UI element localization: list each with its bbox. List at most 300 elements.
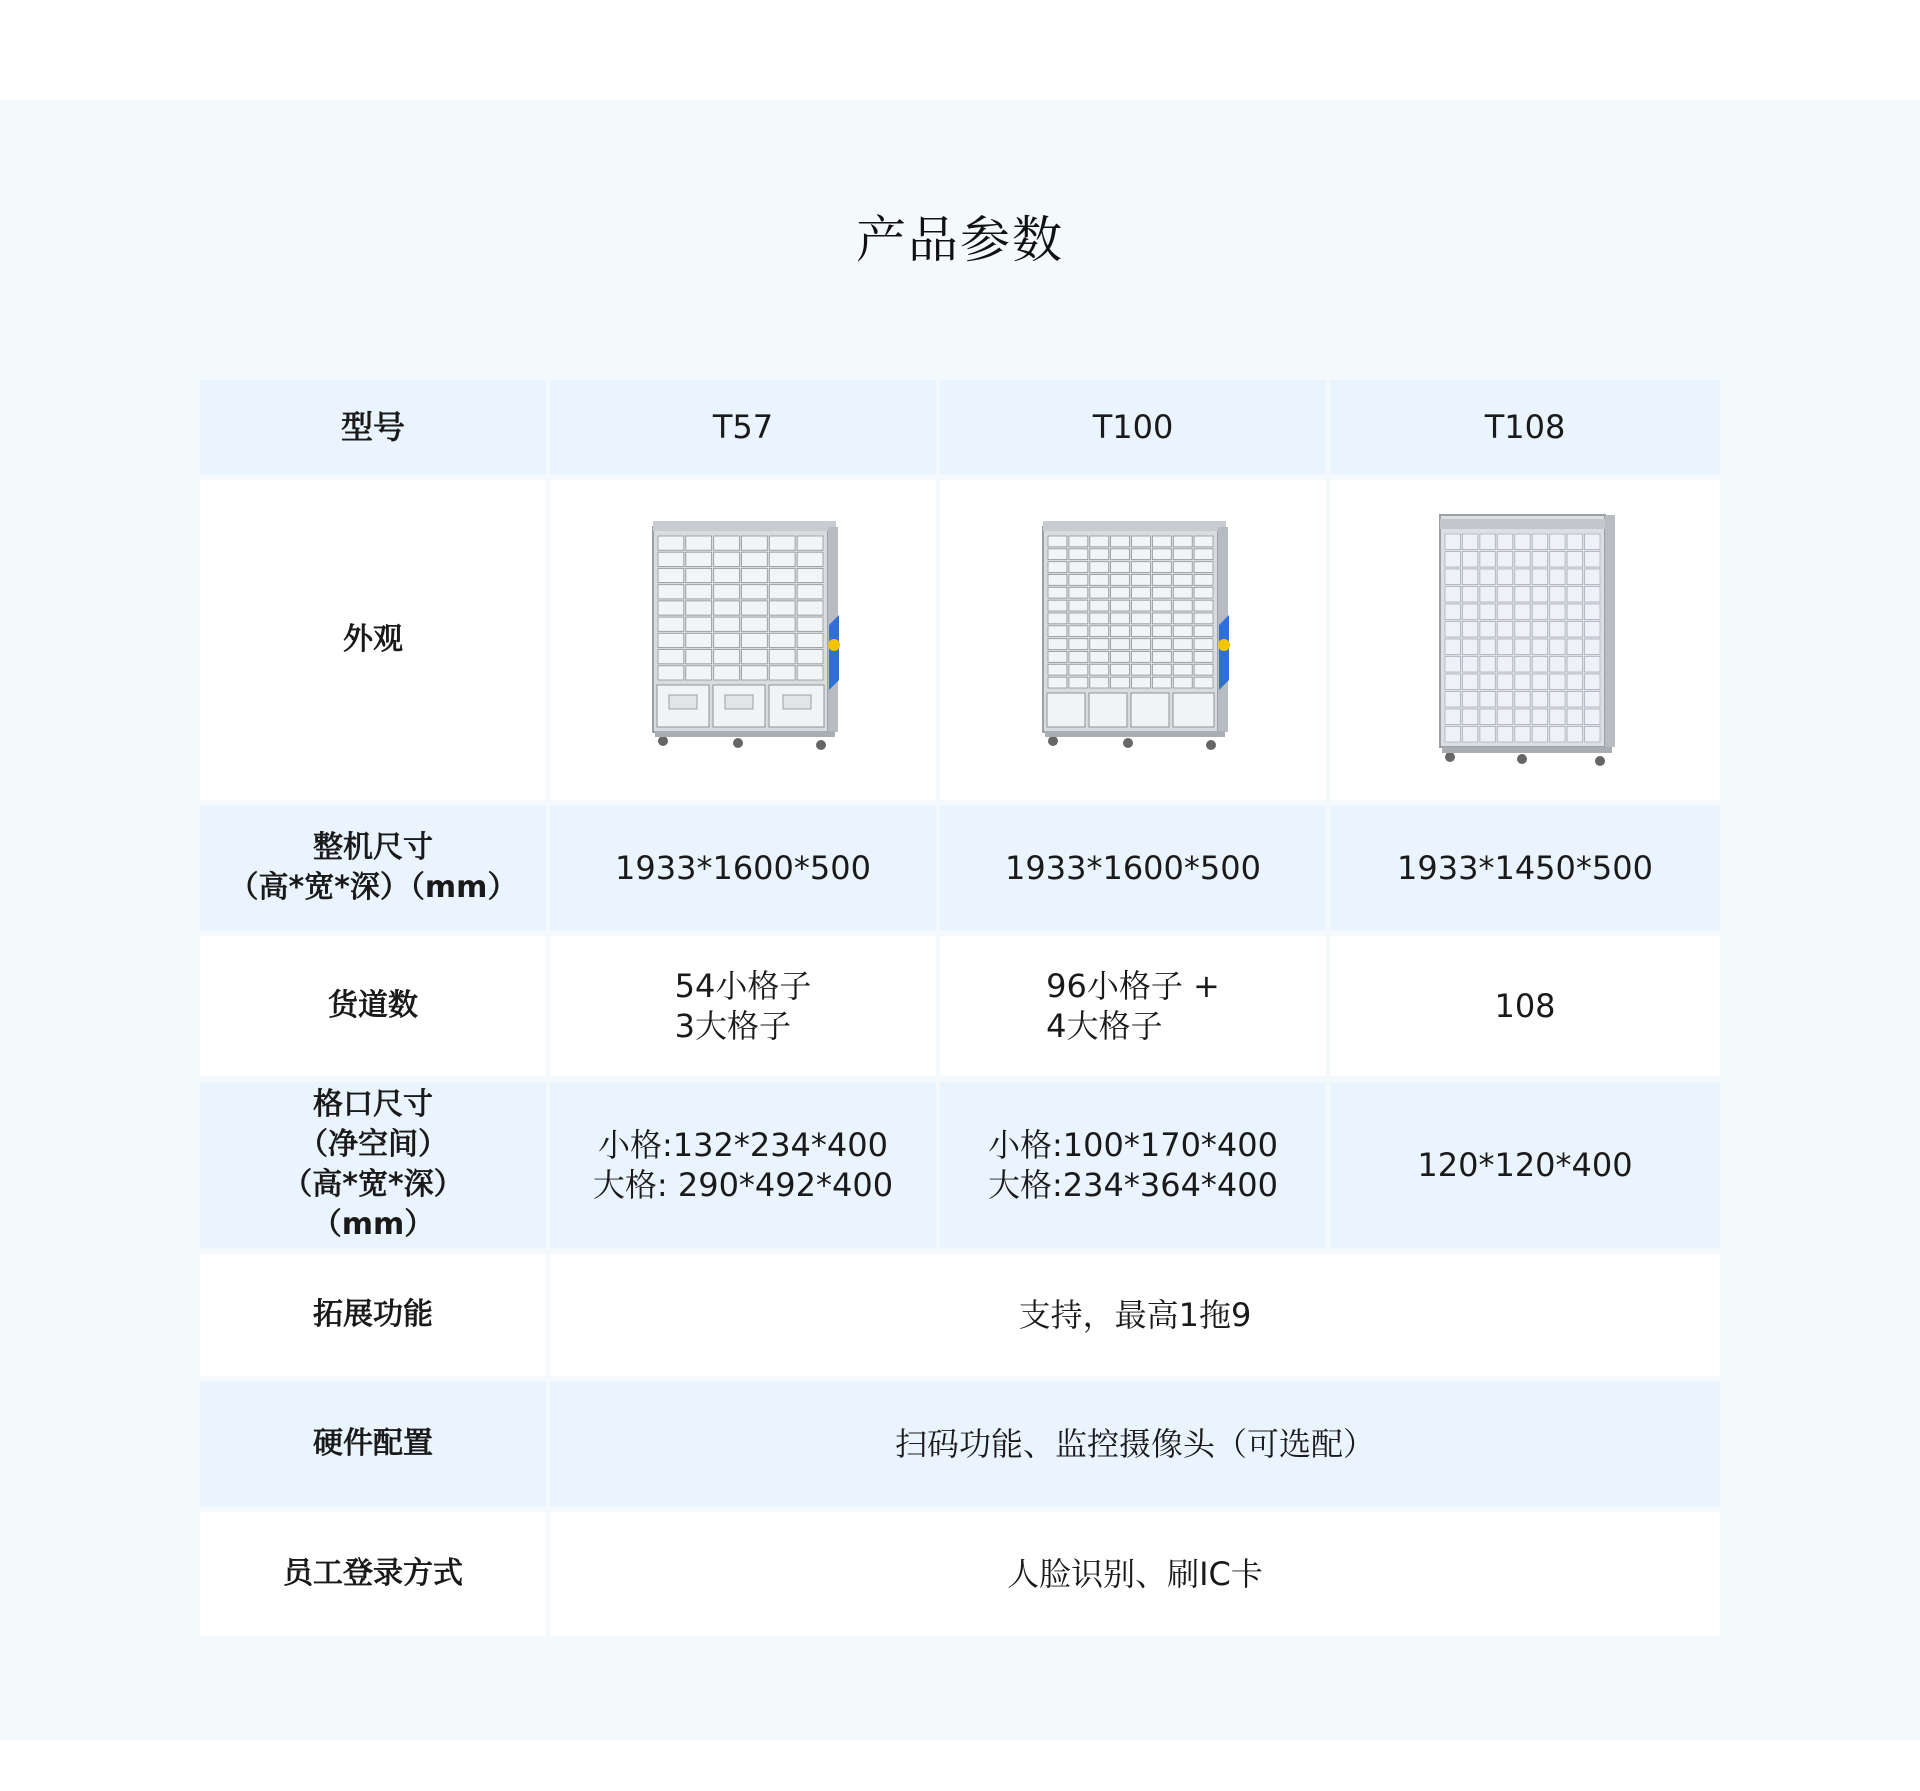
cabinet-drawer — [1567, 674, 1582, 690]
cabinet-drawer — [1194, 562, 1213, 573]
cabinet-drawer — [1173, 600, 1192, 611]
cabinet-drawer — [1550, 587, 1565, 603]
cabinet-drawer — [1550, 727, 1565, 743]
cabinet-drawer — [1152, 613, 1171, 624]
cabinet-drawer — [1462, 552, 1477, 568]
cabinet-drawer — [1532, 639, 1547, 655]
cabinet-drawer — [1462, 727, 1477, 743]
cabinet-drawer — [1445, 709, 1460, 725]
cabinet-drawer — [769, 552, 795, 566]
cabinet-drawer — [769, 633, 795, 647]
table-row-channels — [200, 936, 1720, 1076]
cell-size-label-line2: （净空间） — [297, 1127, 448, 1162]
row-label-dimensions — [200, 806, 546, 930]
cabinet-drawer — [1152, 549, 1171, 560]
row-label-cell-size — [200, 1082, 546, 1248]
cabinet-drawer — [1585, 604, 1600, 620]
cabinet-drawer — [1532, 569, 1547, 585]
cabinet-drawer — [1480, 692, 1495, 708]
cabinet-drawer — [797, 536, 823, 550]
table-header-row — [200, 380, 1720, 474]
product-image-t108 — [1330, 480, 1720, 800]
cabinet-drawer — [1090, 575, 1109, 586]
cabinet-drawer — [1194, 536, 1213, 547]
cabinet-drawer — [686, 568, 712, 582]
product-image-t57 — [550, 480, 936, 800]
cabinet-drawer — [1048, 677, 1067, 688]
dimensions-t57: 1933*1600*500 — [550, 806, 936, 930]
channels-t100 — [940, 936, 1326, 1076]
channels-t108: 108 — [1330, 936, 1720, 1076]
cabinet-drawer — [714, 633, 740, 647]
cabinet-drawer — [1550, 674, 1565, 690]
cabinet-drawer — [1480, 709, 1495, 725]
cabinet-drawer — [1532, 674, 1547, 690]
cabinet-drawer — [1132, 677, 1151, 688]
table-row-cell-size — [200, 1082, 1720, 1248]
cabinet-drawer — [686, 601, 712, 615]
cabinet-drawer — [1069, 626, 1088, 637]
cabinet-drawer — [1515, 552, 1530, 568]
cabinet-drawer — [1048, 664, 1067, 675]
cabinet-drawer — [1090, 600, 1109, 611]
dimensions-label-line2: （高*宽*深）（mm） — [228, 870, 518, 905]
cabinet-drawer — [1111, 549, 1130, 560]
cabinet-drawer — [686, 552, 712, 566]
row-label-hardware: 硬件配置 — [200, 1382, 546, 1506]
spec-table — [200, 380, 1720, 1642]
cabinet-drawer — [686, 633, 712, 647]
cabinet-drawer — [797, 650, 823, 664]
row-label-appearance: 外观 — [200, 480, 546, 800]
cabinet-drawer — [742, 568, 768, 582]
cabinet-drawer — [1480, 587, 1495, 603]
cabinet-drawer — [1132, 536, 1151, 547]
cabinet-drawer — [1132, 575, 1151, 586]
cabinet-drawer — [1111, 639, 1130, 650]
cabinet-drawer — [1069, 562, 1088, 573]
cell-size-t100-line2: 大格:234*364*400 — [987, 1166, 1279, 1204]
cabinet-drawer — [1152, 664, 1171, 675]
cabinet-drawer — [1550, 692, 1565, 708]
cell-size-t108: 120*120*400 — [1330, 1082, 1720, 1248]
cabinet-drawer — [1567, 692, 1582, 708]
cabinet-drawer — [1462, 657, 1477, 673]
cabinet-drawer — [686, 585, 712, 599]
cabinet-drawer — [1462, 587, 1477, 603]
hardware-value: 扫码功能、监控摄像头（可选配） — [550, 1382, 1720, 1506]
cabinet-drawer — [1111, 600, 1130, 611]
cabinet-drawer — [769, 568, 795, 582]
cabinet-drawer — [1090, 549, 1109, 560]
cabinet-drawer — [1069, 652, 1088, 663]
cabinet-drawer — [1194, 600, 1213, 611]
dimensions-t108: 1933*1450*500 — [1330, 806, 1720, 930]
cabinet-drawer — [1567, 552, 1582, 568]
cabinet-drawer — [1480, 552, 1495, 568]
cabinet-drawer — [1132, 600, 1151, 611]
cabinet-drawer — [1194, 613, 1213, 624]
cabinet-drawer — [742, 617, 768, 631]
cabinet-drawer — [1497, 552, 1512, 568]
cabinet-drawer — [1048, 652, 1067, 663]
cabinet-drawer — [1132, 639, 1151, 650]
cabinet-drawer — [1497, 534, 1512, 550]
row-label-expansion: 拓展功能 — [200, 1254, 546, 1376]
cabinet-drawer — [742, 536, 768, 550]
cabinet-drawer — [1048, 587, 1067, 598]
product-image-t100 — [940, 480, 1326, 800]
cabinet-drawer — [1090, 664, 1109, 675]
cabinet-drawer — [1497, 727, 1512, 743]
cabinet-drawer — [1585, 692, 1600, 708]
cabinet-drawer — [1480, 622, 1495, 638]
cabinet-drawer — [658, 617, 684, 631]
cabinet-drawer — [1462, 534, 1477, 550]
cabinet-t100-image — [1033, 515, 1233, 765]
cabinet-drawer — [1152, 587, 1171, 598]
cabinet-drawer — [1445, 727, 1460, 743]
cabinet-drawer — [1090, 677, 1109, 688]
cabinet-drawer — [714, 552, 740, 566]
cabinet-drawer — [1111, 613, 1130, 624]
page-title: 产品参数 — [856, 211, 1064, 269]
cell-size-label-line1: 格口尺寸 — [312, 1087, 433, 1122]
cabinet-t57-image — [643, 515, 843, 765]
cabinet-drawer — [1090, 652, 1109, 663]
cabinet-drawer — [769, 601, 795, 615]
expansion-value: 支持，最高1拖9 — [550, 1254, 1720, 1376]
cabinet-drawer — [658, 601, 684, 615]
cabinet-drawer — [1111, 536, 1130, 547]
cabinet-drawer — [1497, 569, 1512, 585]
cabinet-drawer — [1445, 622, 1460, 638]
cabinet-drawer — [1132, 664, 1151, 675]
cabinet-drawer — [1173, 677, 1192, 688]
cabinet-drawer — [1445, 534, 1460, 550]
cabinet-drawer — [769, 666, 795, 680]
cabinet-drawer — [1550, 534, 1565, 550]
cabinet-drawer — [686, 617, 712, 631]
cabinet-drawer — [1462, 639, 1477, 655]
cabinet-drawer — [1069, 536, 1088, 547]
cabinet-drawer — [797, 568, 823, 582]
cabinet-drawer — [797, 666, 823, 680]
cabinet-drawer — [1585, 552, 1600, 568]
cabinet-drawer — [1132, 626, 1151, 637]
channels-t100-line2: 4大格子 — [1046, 1007, 1163, 1045]
cabinet-drawer — [1445, 552, 1460, 568]
cabinet-drawer — [742, 585, 768, 599]
cabinet-drawer — [1173, 626, 1192, 637]
dimensions-label-line1: 整机尺寸 — [313, 830, 433, 865]
cabinet-drawer — [1152, 626, 1171, 637]
cabinet-drawer — [1480, 657, 1495, 673]
cabinet-drawer — [658, 666, 684, 680]
cabinet-drawer — [1445, 639, 1460, 655]
header-model-t57: T57 — [550, 380, 936, 474]
cabinet-drawer — [686, 666, 712, 680]
cabinet-drawer — [1445, 692, 1460, 708]
cabinet-drawer — [1132, 587, 1151, 598]
cabinet-drawer — [1194, 549, 1213, 560]
cabinet-drawer — [1069, 677, 1088, 688]
cabinet-drawer — [1480, 569, 1495, 585]
cabinet-drawer — [1515, 534, 1530, 550]
table-row-login — [200, 1512, 1720, 1636]
cabinet-drawer — [1069, 600, 1088, 611]
cabinet-drawer — [797, 601, 823, 615]
cabinet-drawer — [1480, 674, 1495, 690]
cabinet-drawer — [1532, 709, 1547, 725]
row-label-channels: 货道数 — [200, 936, 546, 1076]
cabinet-drawer — [769, 585, 795, 599]
cabinet-drawer — [797, 633, 823, 647]
cabinet-drawer — [1152, 639, 1171, 650]
cabinet-drawer — [1515, 727, 1530, 743]
cabinet-drawer — [1585, 569, 1600, 585]
cabinet-drawer — [1173, 587, 1192, 598]
cabinet-drawer — [1550, 639, 1565, 655]
cabinet-drawer — [1090, 639, 1109, 650]
cabinet-drawer — [1532, 587, 1547, 603]
cabinet-drawer — [1532, 552, 1547, 568]
cabinet-drawer — [1069, 549, 1088, 560]
cabinet-drawer — [714, 650, 740, 664]
cabinet-drawer — [1194, 587, 1213, 598]
cabinet-drawer — [658, 585, 684, 599]
cabinet-drawer — [1132, 613, 1151, 624]
cabinet-drawer — [1152, 677, 1171, 688]
cabinet-drawer — [686, 536, 712, 550]
cell-size-label-line4: （mm） — [311, 1207, 435, 1242]
cabinet-drawer — [1090, 587, 1109, 598]
cabinet-drawer — [1152, 575, 1171, 586]
cabinet-drawer — [1532, 727, 1547, 743]
cabinet-drawer — [1567, 639, 1582, 655]
cabinet-drawer — [1111, 677, 1130, 688]
cabinet-drawer — [1111, 652, 1130, 663]
cabinet-drawer — [1585, 674, 1600, 690]
cell-size-t57-line1: 小格:132*234*400 — [597, 1126, 888, 1164]
header-model-t100: T100 — [940, 380, 1326, 474]
cabinet-drawer — [1515, 587, 1530, 603]
cabinet-drawer — [1480, 727, 1495, 743]
cabinet-drawer — [1550, 709, 1565, 725]
cabinet-drawer — [1550, 622, 1565, 638]
cabinet-drawer — [1497, 587, 1512, 603]
cabinet-drawer — [1069, 587, 1088, 598]
cabinet-drawer — [1445, 587, 1460, 603]
cabinet-drawer — [1152, 652, 1171, 663]
cabinet-drawer — [1585, 727, 1600, 743]
cabinet-drawer — [1069, 639, 1088, 650]
cabinet-drawer — [1048, 562, 1067, 573]
cabinet-drawer — [1173, 562, 1192, 573]
table-row-dimensions — [200, 806, 1720, 930]
cabinet-drawer — [1515, 604, 1530, 620]
cabinet-drawer — [1194, 664, 1213, 675]
cabinet-drawer — [1585, 534, 1600, 550]
cabinet-drawer — [769, 536, 795, 550]
cabinet-drawer — [1550, 569, 1565, 585]
cabinet-drawer — [1550, 604, 1565, 620]
cabinet-drawer — [1048, 613, 1067, 624]
cabinet-drawer — [742, 633, 768, 647]
cabinet-drawer — [714, 666, 740, 680]
cabinet-drawer — [686, 650, 712, 664]
cabinet-drawer — [1048, 600, 1067, 611]
cabinet-drawer — [1567, 709, 1582, 725]
cabinet-drawer — [1111, 626, 1130, 637]
cabinet-drawer — [1048, 536, 1067, 547]
header-label: 型号 — [200, 380, 546, 474]
cabinet-drawer — [1173, 613, 1192, 624]
cabinet-drawer — [1497, 657, 1512, 673]
cabinet-drawer — [714, 617, 740, 631]
cabinet-drawer — [1515, 674, 1530, 690]
cell-size-label-line3: （高*宽*深） — [282, 1167, 464, 1202]
cabinet-drawer — [1480, 639, 1495, 655]
cabinet-drawer — [714, 585, 740, 599]
cabinet-drawer — [1497, 692, 1512, 708]
cabinet-drawer — [1532, 657, 1547, 673]
cabinet-drawer — [1515, 569, 1530, 585]
cabinet-drawer — [1567, 534, 1582, 550]
cabinet-drawer — [1462, 709, 1477, 725]
cell-size-t100-line1: 小格:100*170*400 — [987, 1126, 1279, 1164]
cabinet-drawer — [1132, 549, 1151, 560]
channels-t57-line2: 3大格子 — [674, 1007, 791, 1045]
cabinet-drawer — [714, 601, 740, 615]
cell-size-t57-line2: 大格: 290*492*400 — [592, 1166, 894, 1204]
cabinet-drawer — [1173, 639, 1192, 650]
cabinet-drawer — [1462, 692, 1477, 708]
cabinet-drawer — [1567, 587, 1582, 603]
cabinet-drawer — [658, 552, 684, 566]
cabinet-drawer — [1445, 657, 1460, 673]
cabinet-drawer — [1173, 652, 1192, 663]
table-row-expansion — [200, 1254, 1720, 1376]
cabinet-drawer — [1532, 692, 1547, 708]
cabinet-drawer — [658, 536, 684, 550]
cabinet-drawer — [1132, 562, 1151, 573]
cabinet-drawer — [1462, 674, 1477, 690]
cabinet-drawer — [1173, 549, 1192, 560]
cabinet-drawer — [1090, 613, 1109, 624]
cabinet-drawer — [658, 568, 684, 582]
cabinet-drawer — [1532, 622, 1547, 638]
cabinet-drawer — [1585, 657, 1600, 673]
cabinet-drawer — [1048, 626, 1067, 637]
cabinet-drawer — [714, 536, 740, 550]
cabinet-drawer — [1515, 709, 1530, 725]
cabinet-drawer — [1194, 575, 1213, 586]
cabinet-drawer — [1132, 652, 1151, 663]
cabinet-drawer — [797, 552, 823, 566]
cabinet-drawer — [1462, 622, 1477, 638]
cabinet-drawer — [797, 585, 823, 599]
cabinet-drawer — [1152, 536, 1171, 547]
cabinet-drawer — [742, 666, 768, 680]
cabinet-drawer — [1194, 677, 1213, 688]
channels-t100-line1: 96小格子 + — [1046, 967, 1220, 1005]
cabinet-drawer — [1090, 536, 1109, 547]
cabinet-drawer — [1090, 626, 1109, 637]
cabinet-drawer — [1567, 622, 1582, 638]
cabinet-drawer — [797, 617, 823, 631]
cabinet-drawer — [1567, 727, 1582, 743]
cabinet-drawer — [1152, 562, 1171, 573]
cabinet-drawer — [1194, 639, 1213, 650]
cabinet-drawer — [1173, 664, 1192, 675]
cabinet-drawer — [1497, 674, 1512, 690]
cabinet-drawer — [1497, 639, 1512, 655]
cabinet-drawer — [658, 650, 684, 664]
cabinet-drawer — [1048, 575, 1067, 586]
cabinet-drawer — [658, 633, 684, 647]
cabinet-drawer — [1462, 604, 1477, 620]
channels-t57-line1: 54小格子 — [674, 967, 812, 1005]
cabinet-drawer — [1111, 587, 1130, 598]
cabinet-drawer — [769, 617, 795, 631]
cabinet-drawer — [1532, 604, 1547, 620]
cabinet-drawer — [1048, 549, 1067, 560]
cabinet-drawer — [1445, 604, 1460, 620]
cabinet-drawer — [1515, 639, 1530, 655]
cabinet-drawer — [1069, 613, 1088, 624]
cabinet-drawer — [1173, 575, 1192, 586]
cabinet-drawer — [1194, 626, 1213, 637]
cabinet-drawer — [1152, 600, 1171, 611]
cabinet-drawer — [1069, 575, 1088, 586]
cabinet-drawer — [1111, 562, 1130, 573]
row-label-login: 员工登录方式 — [200, 1512, 546, 1636]
cabinet-t108-image — [1430, 505, 1620, 775]
cabinet-drawer — [1048, 639, 1067, 650]
cabinet-drawer — [742, 650, 768, 664]
cabinet-drawer — [742, 552, 768, 566]
cabinet-drawer — [742, 601, 768, 615]
cabinet-drawer — [1585, 622, 1600, 638]
cabinet-drawer — [1194, 652, 1213, 663]
channels-t57 — [550, 936, 936, 1076]
table-row-appearance — [200, 480, 1720, 800]
cabinet-drawer — [1111, 575, 1130, 586]
cabinet-drawer — [1515, 657, 1530, 673]
cabinet-drawer — [1173, 536, 1192, 547]
cabinet-drawer — [1567, 569, 1582, 585]
cell-size-t100 — [940, 1082, 1326, 1248]
cabinet-drawer — [1090, 562, 1109, 573]
cabinet-drawer — [1567, 657, 1582, 673]
dimensions-t100: 1933*1600*500 — [940, 806, 1326, 930]
cabinet-drawer — [1585, 639, 1600, 655]
cabinet-drawer — [1515, 622, 1530, 638]
cabinet-drawer — [1585, 587, 1600, 603]
cabinet-drawer — [1585, 709, 1600, 725]
cell-size-t57 — [550, 1082, 936, 1248]
cabinet-drawer — [1497, 709, 1512, 725]
cabinet-drawer — [1480, 604, 1495, 620]
login-value: 人脸识别、刷IC卡 — [550, 1512, 1720, 1636]
cabinet-drawer — [1550, 552, 1565, 568]
cabinet-drawer — [1497, 622, 1512, 638]
cabinet-drawer — [1111, 664, 1130, 675]
cabinet-drawer — [1567, 604, 1582, 620]
cabinet-drawer — [1445, 674, 1460, 690]
cabinet-drawer — [1497, 604, 1512, 620]
